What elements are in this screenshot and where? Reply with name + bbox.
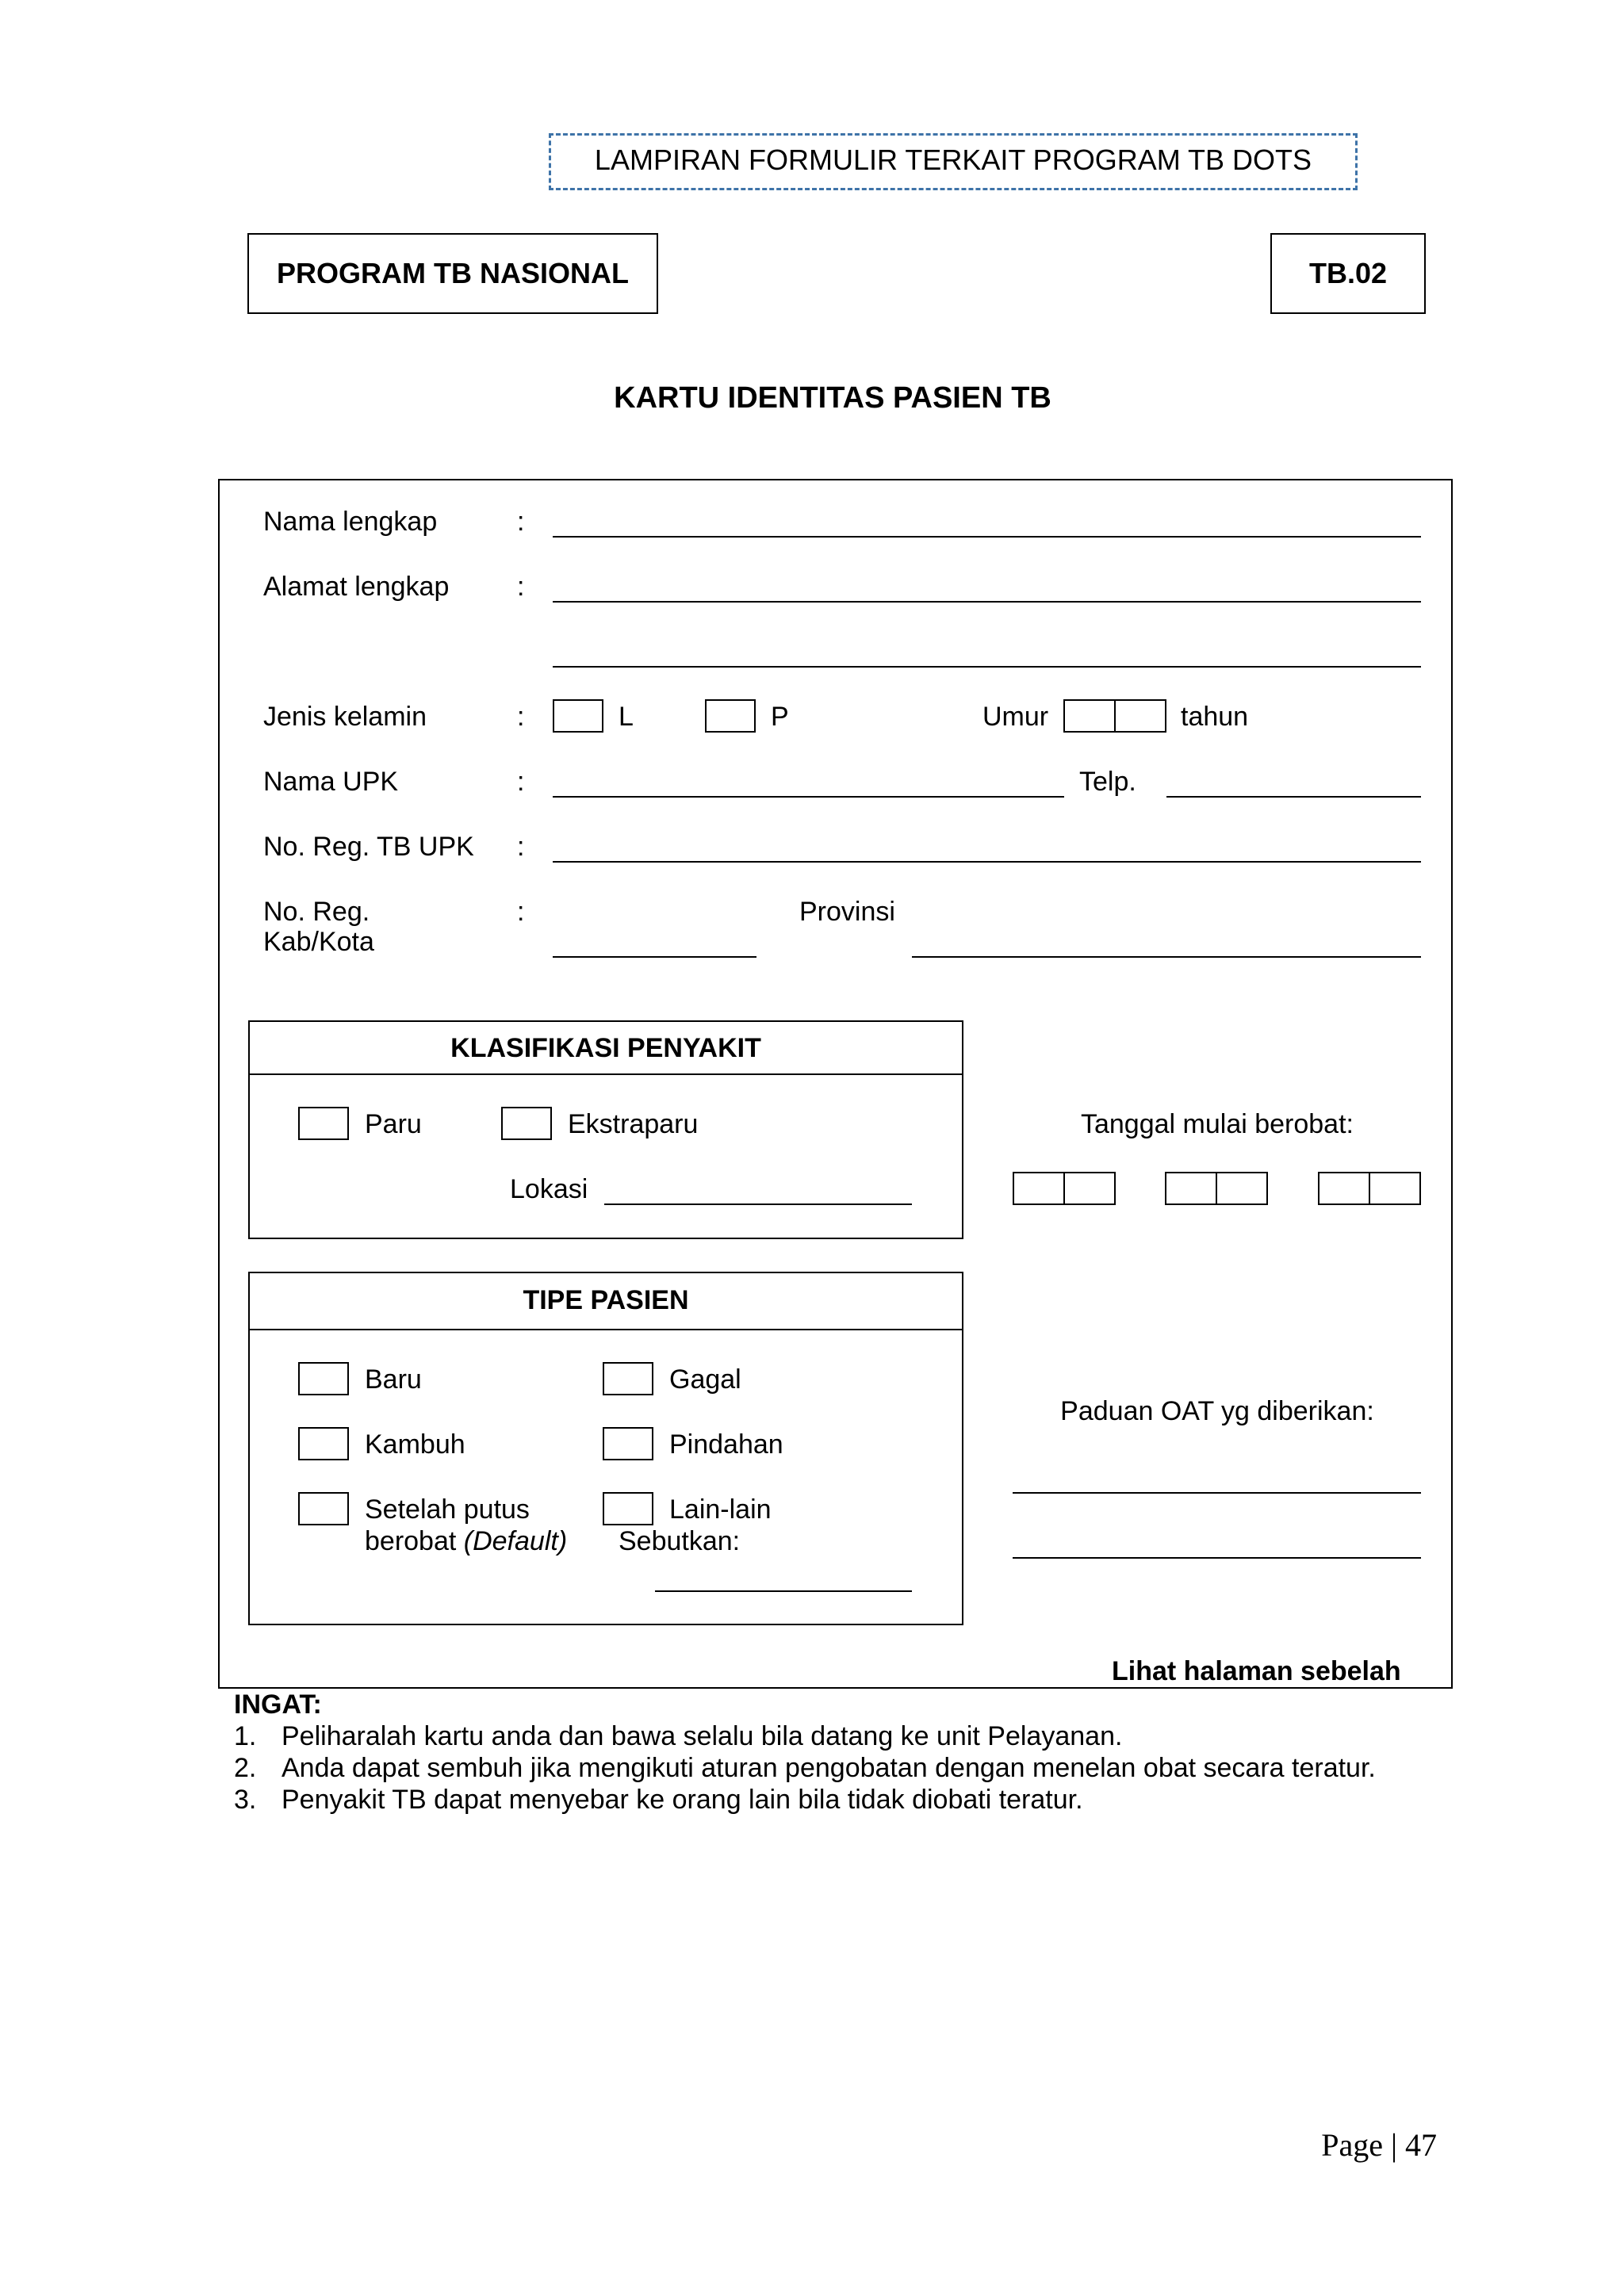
- colon: :: [517, 507, 525, 537]
- type-other-specify-label: Sebutkan:: [619, 1526, 741, 1556]
- phone-field[interactable]: [1166, 796, 1421, 798]
- phone-label: Telp.: [1079, 767, 1136, 797]
- age-input-boxes[interactable]: [1063, 699, 1166, 733]
- colon: :: [517, 897, 525, 927]
- type-default-label-text: berobat: [365, 1526, 464, 1556]
- treatment-start-label: Tanggal mulai berobat:: [1080, 1109, 1354, 1139]
- type-default-checkbox[interactable]: [298, 1492, 349, 1525]
- reminder-item: Penyakit TB dapat menyebar ke orang lain bila tidak diobati teratur.: [282, 1785, 1083, 1815]
- colon: :: [517, 767, 525, 797]
- reg-kab-label-line2: Kab/Kota: [263, 927, 374, 957]
- treatment-start-month[interactable]: [1165, 1172, 1268, 1205]
- type-default-label-line2: [365, 1525, 567, 1557]
- patient-type-title-divider: [248, 1329, 963, 1330]
- page-title: KARTU IDENTITAS PASIEN TB: [614, 381, 1051, 415]
- age-unit: tahun: [1181, 702, 1249, 732]
- extrapulmonary-checkbox[interactable]: [501, 1107, 552, 1140]
- reg-tb-upk-field[interactable]: [553, 861, 1421, 863]
- gender-female-label: P: [771, 702, 789, 732]
- type-transfer-checkbox[interactable]: [603, 1427, 653, 1460]
- type-other-checkbox[interactable]: [603, 1492, 653, 1525]
- reminder-number: 3.: [234, 1785, 257, 1815]
- form-code: TB.02: [1308, 257, 1388, 289]
- type-new-label: Baru: [365, 1364, 422, 1395]
- type-relapse-checkbox[interactable]: [298, 1427, 349, 1460]
- type-other-specify-field[interactable]: [655, 1590, 912, 1592]
- reminder-item: Anda dapat sembuh jika mengikuti aturan pengobatan dengan menelan obat secara teratur.: [282, 1753, 1376, 1783]
- address-label: Alamat lengkap: [263, 572, 450, 602]
- attachment-title: LAMPIRAN FORMULIR TERKAIT PROGRAM TB DOTS: [594, 144, 1312, 176]
- program-label: PROGRAM TB NASIONAL: [277, 257, 629, 289]
- type-default-label-line1: Setelah putus: [365, 1494, 530, 1525]
- reminder-number: 1.: [234, 1721, 257, 1751]
- type-failed-checkbox[interactable]: [603, 1362, 653, 1395]
- lung-label: Paru: [365, 1109, 422, 1139]
- address-field-line2[interactable]: [553, 666, 1421, 668]
- address-field-line1[interactable]: [553, 601, 1421, 603]
- see-next-page-note: Lihat halaman sebelah: [1112, 1656, 1401, 1686]
- location-field[interactable]: [604, 1203, 912, 1205]
- reminder-number: 2.: [234, 1753, 257, 1783]
- reg-kab-field[interactable]: [553, 956, 756, 958]
- page-number: Page | 47: [1321, 2127, 1437, 2163]
- gender-female-checkbox[interactable]: [705, 699, 756, 733]
- lung-checkbox[interactable]: [298, 1107, 349, 1140]
- extrapulmonary-label: Ekstraparu: [568, 1109, 699, 1139]
- regimen-label: Paduan OAT yg diberikan:: [1060, 1396, 1374, 1426]
- type-default-label-italic: (Default): [463, 1526, 568, 1556]
- treatment-start-year[interactable]: [1318, 1172, 1421, 1205]
- age-label: Umur: [982, 702, 1049, 732]
- type-failed-label: Gagal: [669, 1364, 741, 1395]
- type-new-checkbox[interactable]: [298, 1362, 349, 1395]
- gender-male-checkbox[interactable]: [553, 699, 603, 733]
- gender-male-label: L: [619, 702, 634, 732]
- reminder-title: INGAT:: [234, 1689, 322, 1720]
- full-name-field[interactable]: [553, 536, 1421, 538]
- reminder-item: Peliharalah kartu anda dan bawa selalu bila datang ke unit Pelayanan.: [282, 1721, 1123, 1751]
- gender-label: Jenis kelamin: [263, 702, 427, 732]
- reg-tb-upk-label: No. Reg. TB UPK: [263, 832, 474, 862]
- full-name-label: Nama lengkap: [263, 507, 438, 537]
- patient-type-title: TIPE PASIEN: [523, 1285, 689, 1315]
- location-label: Lokasi: [510, 1174, 588, 1204]
- regimen-field-line2[interactable]: [1013, 1557, 1421, 1559]
- reg-kab-label-line1: No. Reg.: [263, 897, 370, 927]
- colon: :: [517, 702, 525, 732]
- classification-title: KLASIFIKASI PENYAKIT: [450, 1033, 761, 1063]
- regimen-field-line1[interactable]: [1013, 1492, 1421, 1494]
- upk-name-field[interactable]: [553, 796, 1064, 798]
- province-field[interactable]: [912, 956, 1421, 958]
- colon: :: [517, 832, 525, 862]
- upk-name-label: Nama UPK: [263, 767, 399, 797]
- type-other-label: Lain-lain: [669, 1494, 772, 1525]
- type-relapse-label: Kambuh: [365, 1429, 465, 1460]
- type-transfer-label: Pindahan: [669, 1429, 783, 1460]
- classification-title-divider: [248, 1073, 963, 1075]
- colon: :: [517, 572, 525, 602]
- treatment-start-day[interactable]: [1013, 1172, 1116, 1205]
- province-label: Provinsi: [799, 897, 895, 927]
